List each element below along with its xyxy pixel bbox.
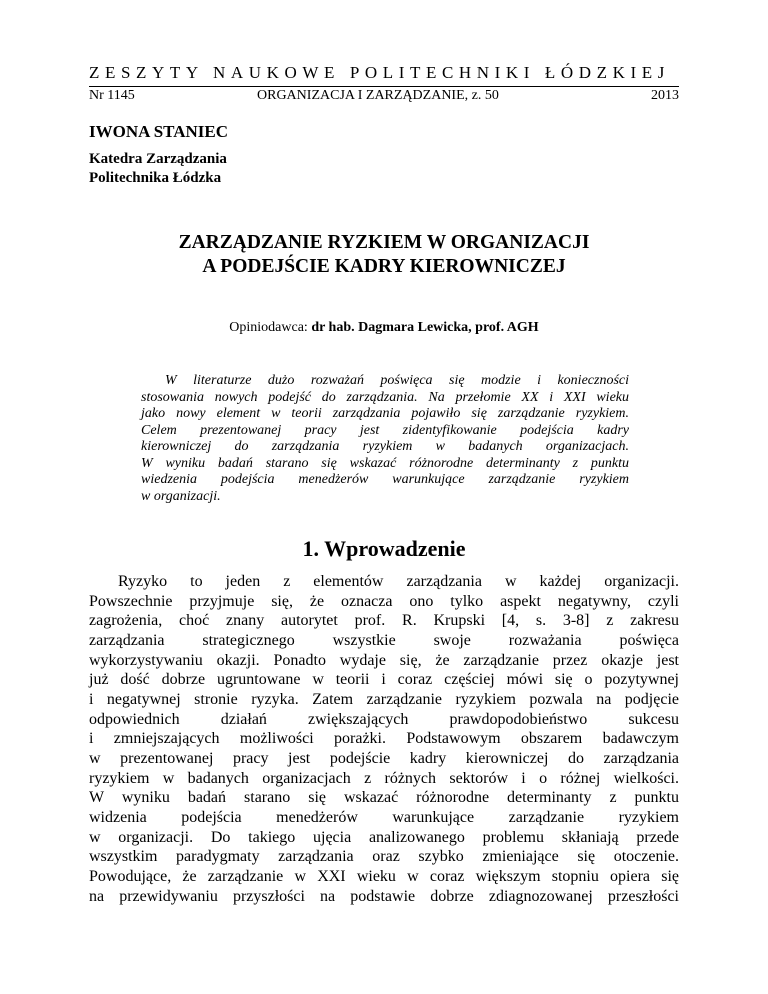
reviewer-label: Opiniodawca: (229, 320, 312, 335)
paper-title (89, 231, 679, 279)
issue-number: Nr 1145 (89, 88, 135, 103)
body-line: Ryzyko to jeden z elementów zarządzania w każdej organizacji. (118, 573, 679, 590)
body-line: już dość dobrze ugruntowane w teorii i coraz częściej mówi się o pozytywnej (89, 671, 679, 689)
body-line: odpowiednich działań zwiększających prawdopodobieństwo sukcesu (89, 710, 679, 728)
body-line: w prezentowanej pracy jest podejście kadry kierowniczej do zarządzania (89, 749, 679, 767)
paper-title-line-2: A PODEJŚCIE KADRY KIEROWNICZEJ (202, 256, 566, 277)
body-line: w organizacji. Do takiego ujęcia analizowanego problemu skłaniają przede (89, 828, 679, 846)
abstract-line: wiedzenia podejścia menedżerów warunkujące zarządzanie ryzykiem (141, 472, 629, 487)
journal-title: ZESZYTY NAUKOWE POLITECHNIKI ŁÓDZKIEJ (89, 63, 670, 82)
body-line: W wyniku badań starano się wskazać różnorodne determinanty z punktu (89, 789, 679, 807)
body-line: zarządzania strategicznego wszystkie swoje rozważania poświęca (89, 631, 679, 649)
series-info: ORGANIZACJA I ZARZĄDZANIE, z. 50 (257, 88, 499, 103)
body-line: wykorzystywaniu okazji. Ponadto wydaje się, że zarządzanie przez okazje jest (89, 651, 679, 669)
body-text (89, 572, 679, 906)
abstract (141, 373, 629, 505)
body-line: Powodujące, że zarządzanie w XXI wieku w coraz większym stopniu opiera się (89, 867, 679, 885)
abstract-line: stosowania nowych podejść do zarządzania. Na przełomie XX i XXI wieku (141, 389, 629, 405)
abstract-line: w organizacji. (141, 488, 221, 504)
body-line: ryzykiem w badanych organizacjach z różnych sektorów i o różnej wielkości. (89, 769, 679, 787)
abstract-line: kierowniczej do zarządzania ryzykiem w badanych organizacjach. (141, 439, 629, 454)
journal-meta (89, 86, 679, 103)
body-line: zagrożenia, choć znany autorytet prof. R. Krupski [4, s. 3-8] z zakresu (89, 612, 679, 630)
paper-title-line-1: ZARZĄDZANIE RYZKIEM W ORGANIZACJI (178, 232, 590, 253)
abstract-line: W wyniku badań starano się wskazać różnorodne determinanty z punktu (141, 455, 629, 471)
reviewer-name: dr hab. Dagmara Lewicka, prof. AGH (311, 320, 539, 335)
abstract-line: W literaturze dużo rozważań poświęca się modzie i konieczności (165, 373, 629, 388)
body-line: na przewidywaniu przyszłości na podstawie dobrze zdiagnozowanej przeszłości (89, 887, 679, 905)
abstract-line: jako nowy element w teorii zarządzania pojawiło się zarządzanie ryzykiem. (141, 406, 629, 421)
body-line: widzenia podejścia menedżerów warunkujące zarządzanie ryzykiem (89, 808, 679, 826)
abstract-line: Celem prezentowanej pracy jest zidentyfikowanie podejścia kadry (141, 422, 629, 438)
affiliation-university: Politechnika Łódzka (89, 170, 222, 186)
publication-year: 2013 (651, 88, 679, 103)
author-name: IWONA STANIEC (89, 122, 229, 141)
section-heading: 1. Wprowadzenie (302, 536, 466, 561)
body-line: i zmniejszających możliwości porażki. Podstawowym obszarem badawczym (89, 730, 679, 748)
body-line: i negatywnej stronie ryzyka. Zatem zarządzanie ryzykiem pozwala na podjęcie (89, 690, 679, 708)
affiliation-department: Katedra Zarządzania (89, 151, 227, 167)
body-line: Powszechnie przyjmuje się, że oznacza ono tylko aspekt negatywny, czyli (89, 592, 679, 610)
body-line: wszystkim paradygmaty zarządzania oraz szybko zmieniające się otoczenie. (89, 848, 679, 866)
reviewer-line (89, 320, 679, 336)
